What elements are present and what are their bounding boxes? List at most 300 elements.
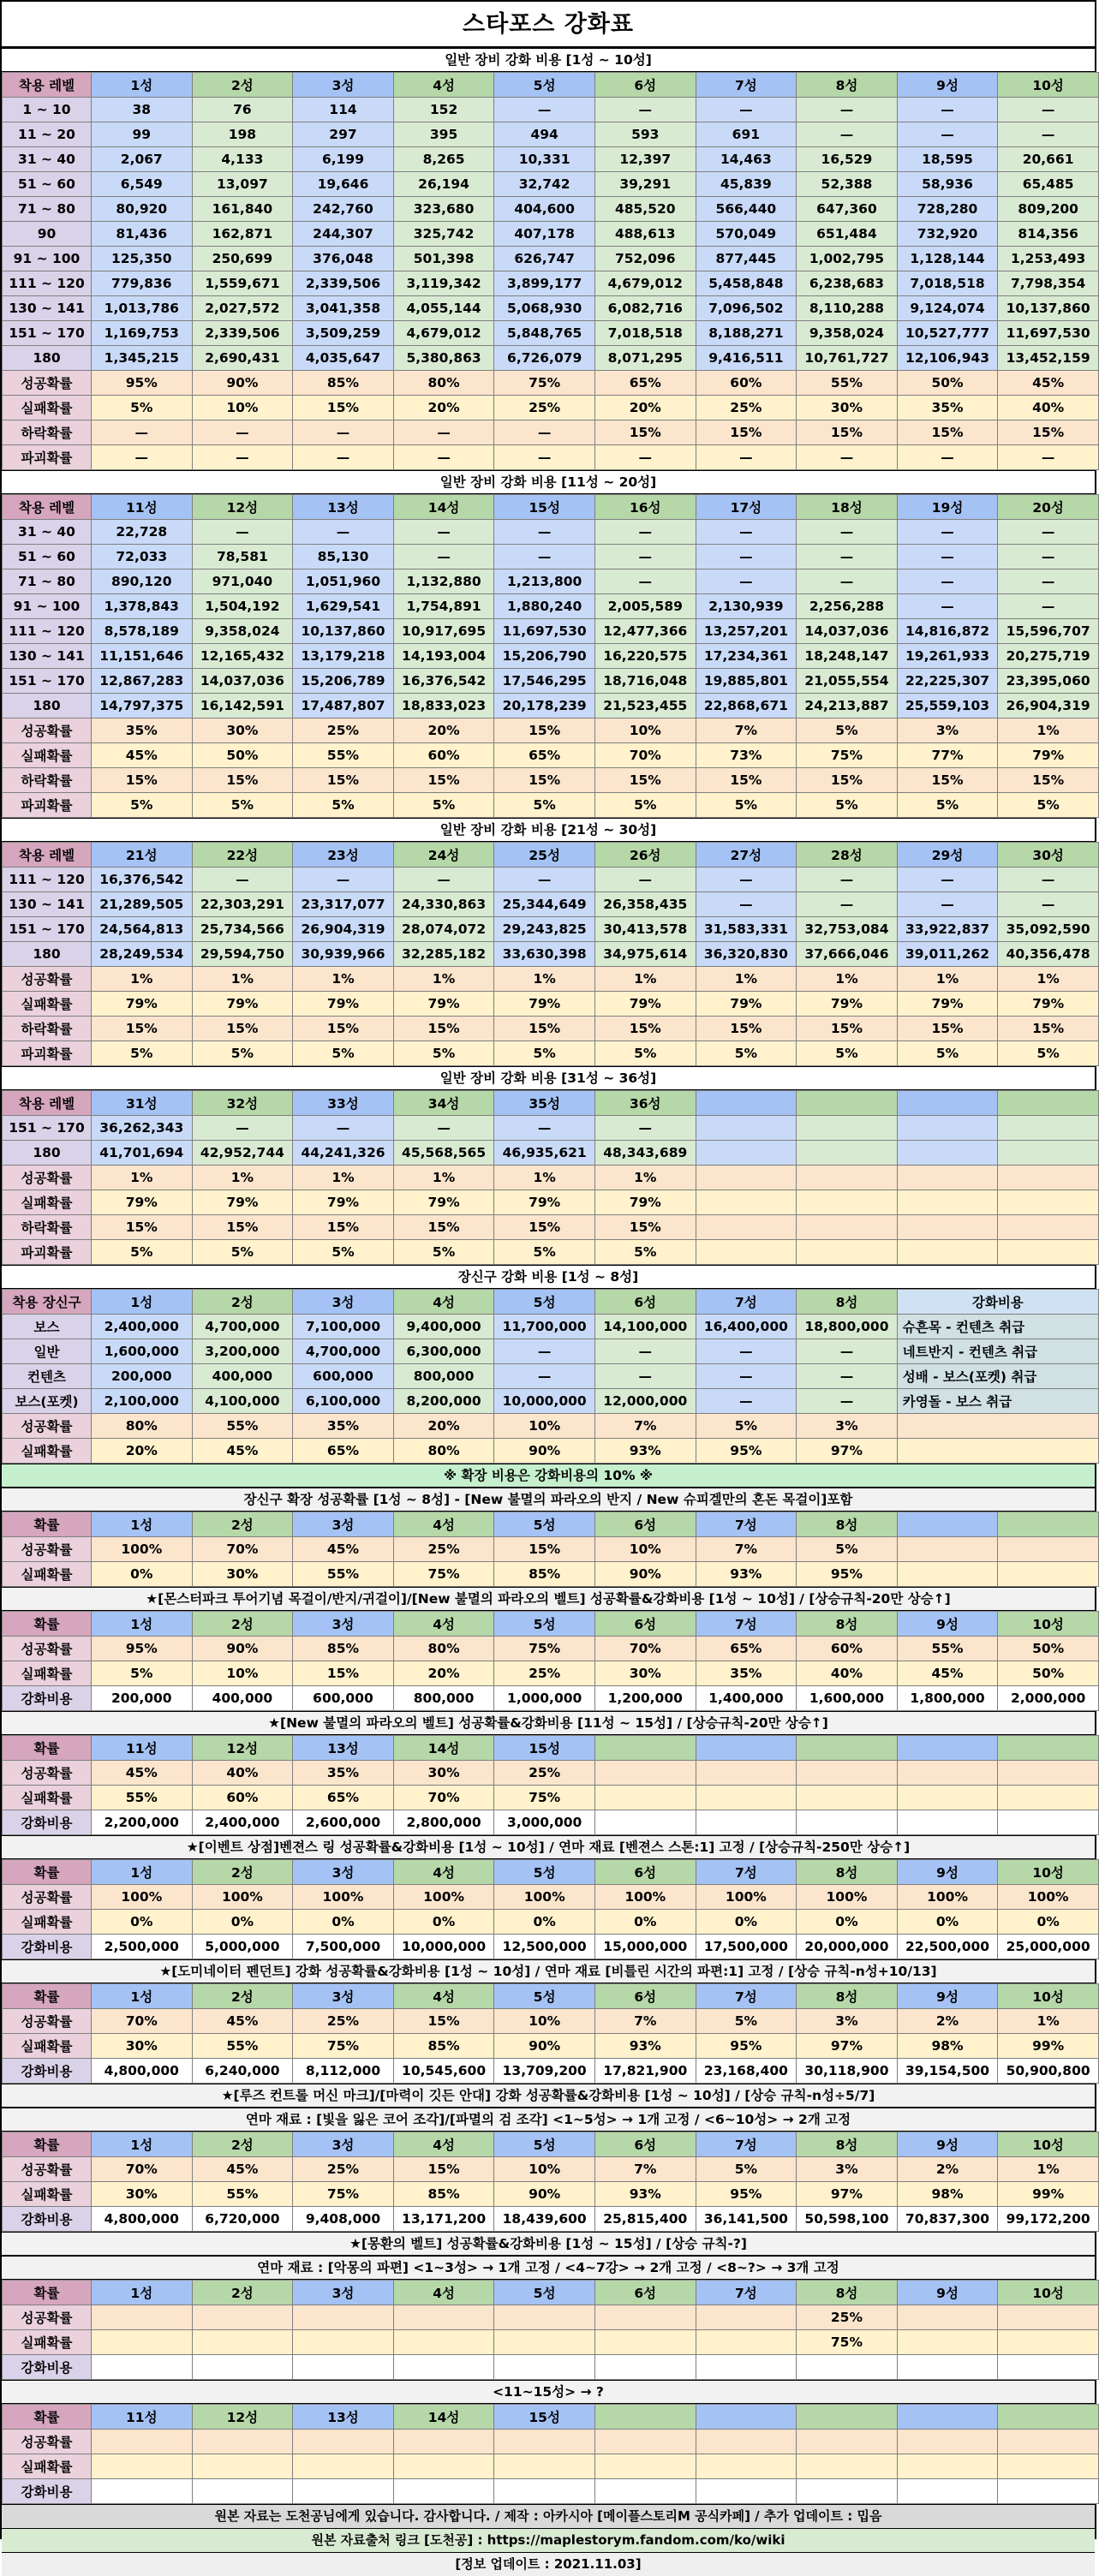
cost-row-label: 강화비용 — [3, 2059, 92, 2084]
dream-belt-table — [2, 2280, 1099, 2380]
fail-row-cell: 75% — [797, 2330, 898, 2355]
down-row-cell: — — [192, 420, 293, 445]
cost-row-cell: — — [998, 545, 1099, 569]
cost-row — [3, 172, 1099, 197]
success-row-cell — [92, 2430, 193, 2454]
destroy-row-cell — [897, 1240, 998, 1265]
header-row-cell: 12성 — [192, 495, 293, 520]
cost-row-cell: 16,529 — [797, 147, 898, 172]
destroy-row-cell: 5% — [696, 1041, 797, 1066]
down-row-cell: 15% — [494, 1215, 595, 1240]
cost-row-label: 51 ~ 60 — [3, 172, 92, 197]
header-row-cell — [897, 1512, 998, 1537]
header-row — [3, 73, 1099, 98]
cost-row-cell: 161,840 — [192, 197, 293, 222]
cost-row-cell: — — [998, 868, 1099, 892]
down-row-label: 하락확률 — [3, 768, 92, 793]
success-row — [3, 2009, 1099, 2034]
success-row-cell — [594, 2305, 696, 2330]
fail-row-cell: 95% — [696, 1439, 797, 1464]
fail-row-cell: 93% — [696, 1562, 797, 1587]
header-row-cell: 8성 — [797, 1512, 898, 1537]
success-row-cell: 7% — [594, 2157, 696, 2182]
fail-row — [3, 2034, 1099, 2059]
fail-row-cell — [998, 2330, 1099, 2355]
success-row-cell: 1% — [998, 719, 1099, 743]
cost-row-cell: 50,598,100 — [797, 2207, 898, 2232]
fail-row-cell — [998, 1190, 1099, 1215]
success-row-cell: 1% — [897, 967, 998, 992]
cost-row-cell: 41,701,694 — [92, 1141, 193, 1166]
success-row-cell: 65% — [696, 1637, 797, 1661]
fail-row-cell: 85% — [494, 1562, 595, 1587]
cost-row-cell: 28,074,072 — [393, 917, 494, 942]
cost-row-cell: 2,339,506 — [192, 321, 293, 346]
success-row-cell: 100% — [192, 1885, 293, 1910]
accessory-extension-title: 장신구 확장 성공확률 [1성 ~ 8성] - [New 불멸의 파라오의 반지 / New 슈피겔만의 혼돈 목걸이]포함 — [2, 1488, 1095, 1512]
fail-row-cell: 79% — [92, 992, 193, 1017]
success-row-cell: 2% — [897, 2009, 998, 2034]
header-row-cell — [897, 1091, 998, 1116]
success-row-cell: 75% — [494, 371, 595, 396]
cost-row-cell: 10,000,000 — [393, 1935, 494, 1959]
header-row-cell: 3성 — [293, 1860, 394, 1885]
header-row-cell: 35성 — [494, 1091, 595, 1116]
cost-row — [3, 1364, 1099, 1389]
cost-row-cell — [594, 2479, 696, 2504]
cost-row-cell: — — [797, 892, 898, 917]
fail-row-cell — [897, 1190, 998, 1215]
destroy-row-cell: 5% — [897, 793, 998, 818]
cost-row-cell: 10,917,695 — [393, 619, 494, 644]
cost-row-cell: 242,760 — [293, 197, 394, 222]
success-row-cell — [696, 2430, 797, 2454]
header-row-cell: 36성 — [594, 1091, 696, 1116]
destroy-row-cell: 5% — [293, 1041, 394, 1066]
success-row-cell: 60% — [696, 371, 797, 396]
cost-row-cell: 400,000 — [192, 1364, 293, 1389]
cost-row-cell: 8,188,271 — [696, 321, 797, 346]
cost-row-label: 180 — [3, 942, 92, 967]
cost-row-cell: 46,935,621 — [494, 1141, 595, 1166]
header-row-cell: 34성 — [393, 1091, 494, 1116]
fail-row — [3, 1190, 1099, 1215]
cost-row-cell: — — [998, 569, 1099, 594]
header-row-cell: 6성 — [594, 1512, 696, 1537]
fail-row-cell: 99% — [998, 2182, 1099, 2207]
cost-row-cell: 17,234,361 — [696, 644, 797, 669]
success-row-cell: 30% — [192, 719, 293, 743]
cost-row-cell: 814,356 — [998, 222, 1099, 247]
success-row-cell: 90% — [192, 1637, 293, 1661]
cost-row-cell: 494 — [494, 122, 595, 147]
cost-row-cell: 32,285,182 — [393, 942, 494, 967]
cost-row — [3, 2207, 1099, 2232]
cost-row-cell: 18,595 — [897, 147, 998, 172]
cost-row-cell: 2,339,506 — [293, 271, 394, 296]
cost-row-cell — [797, 1116, 898, 1141]
cost-row-cell: 50,900,800 — [998, 2059, 1099, 2084]
fail-row-label: 실패확률 — [3, 1661, 92, 1686]
fail-row-cell: 79% — [696, 992, 797, 1017]
fail-row-cell: 90% — [494, 1439, 595, 1464]
down-row-label: 하락확률 — [3, 1017, 92, 1041]
cost-row-cell: 11,697,530 — [494, 619, 595, 644]
content — [2, 48, 1095, 2504]
fail-row-cell: 20% — [393, 1661, 494, 1686]
header-row-cell: 6성 — [594, 2132, 696, 2157]
cost-row-cell: 4,035,647 — [293, 346, 394, 371]
header-row-cell — [594, 1736, 696, 1761]
cost-row-cell: 32,742 — [494, 172, 595, 197]
header-row-cell: 10성 — [998, 1860, 1099, 1885]
destroy-row-cell: 5% — [92, 1240, 193, 1265]
fail-row-label: 실패확률 — [3, 992, 92, 1017]
cost-row-cell: 15,206,790 — [494, 644, 595, 669]
success-row-cell — [393, 2430, 494, 2454]
cost-row-cell: 24,564,813 — [92, 917, 193, 942]
cost-row-cell: 1,754,891 — [393, 594, 494, 619]
header-row-cell: 21성 — [92, 843, 193, 868]
cost-row-cell: 30,939,966 — [293, 942, 394, 967]
success-row-cell: 15% — [393, 2157, 494, 2182]
header-row-cell: 5성 — [494, 1512, 595, 1537]
down-row-cell: 15% — [998, 420, 1099, 445]
fail-row-cell: 55% — [293, 1562, 394, 1587]
accessory-note: 성배 - 보스(포켓) 취급 — [897, 1364, 1098, 1389]
down-row-cell: — — [393, 420, 494, 445]
cost-row-label: 일반 — [3, 1339, 92, 1364]
cost-row-cell: 13,097 — [192, 172, 293, 197]
header-row-cell: 27성 — [696, 843, 797, 868]
cost-row-cell: 22,728 — [92, 520, 193, 545]
success-row-label: 성공확률 — [3, 1885, 92, 1910]
cost-row-cell: — — [897, 520, 998, 545]
cost-row-cell: 4,133 — [192, 147, 293, 172]
fail-row-cell: 79% — [998, 992, 1099, 1017]
fail-row-cell — [797, 1190, 898, 1215]
header-row — [3, 1512, 1099, 1537]
cost-row-cell: 14,037,036 — [192, 669, 293, 694]
success-row-cell: 55% — [192, 1414, 293, 1439]
accessory-extension-table — [2, 1512, 1099, 1587]
success-row-cell: 50% — [897, 371, 998, 396]
cost-row-cell: 5,000,000 — [192, 1935, 293, 1959]
header-row-cell — [594, 2405, 696, 2430]
fail-row-cell: 50% — [998, 1661, 1099, 1686]
cost-row-cell — [998, 1141, 1099, 1166]
header-row-cell: 4성 — [393, 73, 494, 98]
header-row-cell: 5성 — [494, 1860, 595, 1885]
success-row-cell: 55% — [897, 1637, 998, 1661]
success-row-cell — [897, 1761, 998, 1786]
cost-row-cell: 2,600,000 — [293, 1810, 394, 1835]
pharaoh-belt-table — [2, 1735, 1099, 1835]
success-row-cell — [797, 1761, 898, 1786]
cost-row-cell: 14,463 — [696, 147, 797, 172]
header-row-cell: 6성 — [594, 1984, 696, 2009]
cost-row-cell: 1,400,000 — [696, 1686, 797, 1711]
success-row-cell: 80% — [393, 371, 494, 396]
fail-row-cell: 0% — [192, 1910, 293, 1935]
cost-row-cell: 12,397 — [594, 147, 696, 172]
cost-row-cell: 1,132,880 — [393, 569, 494, 594]
fail-row-cell: 79% — [393, 1190, 494, 1215]
success-row-cell — [696, 1166, 797, 1190]
down-row-cell: 15% — [897, 420, 998, 445]
cost-row-cell: — — [696, 98, 797, 122]
success-row-cell: 1% — [92, 1166, 193, 1190]
success-row-cell — [797, 2430, 898, 2454]
header-row-cell: 1성 — [92, 1512, 193, 1537]
success-row-cell: 100% — [696, 1885, 797, 1910]
cost-row-cell: 2,027,572 — [192, 296, 293, 321]
cost-row-cell: 78,581 — [192, 545, 293, 569]
success-row-cell: 35% — [293, 1761, 394, 1786]
fail-row-label: 실패확률 — [3, 2034, 92, 2059]
cost-row-cell: 3,200,000 — [192, 1339, 293, 1364]
down-row-cell: 15% — [594, 768, 696, 793]
cost-row-cell: 20,000,000 — [797, 1935, 898, 1959]
cost-row-cell: 2,256,288 — [797, 594, 898, 619]
header-row-cell: 7성 — [696, 1512, 797, 1537]
cost-row-cell: 23,395,060 — [998, 669, 1099, 694]
success-row-cell: 65% — [594, 371, 696, 396]
empty-cell — [897, 1439, 1098, 1464]
success-row-cell: 7% — [696, 719, 797, 743]
header-row-cell: 26성 — [594, 843, 696, 868]
cost-row-cell: 15,206,789 — [293, 669, 394, 694]
cost-row-cell: 8,578,189 — [92, 619, 193, 644]
header-row — [3, 1736, 1099, 1761]
header-row-cell: 13성 — [293, 495, 394, 520]
fail-row-cell: 20% — [594, 396, 696, 420]
fail-row-cell: 45% — [192, 1439, 293, 1464]
header-row-cell: 2성 — [192, 1290, 293, 1315]
cost-row-label: 180 — [3, 1141, 92, 1166]
success-row-cell: 100% — [594, 1885, 696, 1910]
header-row-cell: 1성 — [92, 1290, 193, 1315]
success-row-cell: 100% — [897, 1885, 998, 1910]
down-row-cell: 15% — [393, 1017, 494, 1041]
success-row-cell: 1% — [998, 2009, 1099, 2034]
cost-row-cell: 21,289,505 — [92, 892, 193, 917]
cost-row-cell: — — [797, 868, 898, 892]
dream-belt-title: ★[몽환의 벨트] 성공확률&강화비용 [1성 ~ 15성] / [상승 규칙-?] — [2, 2232, 1095, 2256]
cost-row-cell — [797, 1141, 898, 1166]
success-row-cell: 25% — [293, 2009, 394, 2034]
success-row-label: 성공확률 — [3, 1537, 92, 1562]
cost-row-cell: 728,280 — [897, 197, 998, 222]
cost-row-cell: 647,360 — [797, 197, 898, 222]
cost-row-cell: 12,000,000 — [594, 1389, 696, 1414]
cost-row-cell: — — [897, 122, 998, 147]
down-row-cell: 15% — [92, 768, 193, 793]
header-row-cell: 6성 — [594, 2281, 696, 2305]
cost-row-cell: 4,700,000 — [293, 1339, 394, 1364]
cost-row-cell: 600,000 — [293, 1686, 394, 1711]
cost-row — [3, 271, 1099, 296]
cost-row-cell: 9,358,024 — [192, 619, 293, 644]
cost-row-cell: 5,380,863 — [393, 346, 494, 371]
fail-row — [3, 1661, 1099, 1686]
success-row-cell: 80% — [92, 1414, 193, 1439]
success-row-cell — [998, 1761, 1099, 1786]
cost-row-cell: 13,179,218 — [293, 644, 394, 669]
cost-row-cell: — — [797, 520, 898, 545]
header-row-cell: 10성 — [998, 2132, 1099, 2157]
cost-row-cell: 16,400,000 — [696, 1315, 797, 1339]
destroy-row-cell: 5% — [192, 1240, 293, 1265]
down-row-cell: 15% — [797, 1017, 898, 1041]
fail-row-cell: 15% — [293, 396, 394, 420]
header-row-cell: 10성 — [998, 1984, 1099, 2009]
cost-row-cell: — — [594, 1116, 696, 1141]
success-row-cell: 25% — [293, 719, 394, 743]
cost-row-cell: 1,629,541 — [293, 594, 394, 619]
cost-row-cell: 1,013,786 — [92, 296, 193, 321]
cost-row-cell: 400,000 — [192, 1686, 293, 1711]
fail-row-cell: 0% — [696, 1910, 797, 1935]
vengeance-ring-table — [2, 1859, 1099, 1959]
success-row-cell: 100% — [494, 1885, 595, 1910]
success-row-cell — [393, 2305, 494, 2330]
fail-row-cell: 30% — [192, 1562, 293, 1587]
success-row-label: 성공확률 — [3, 719, 92, 743]
fail-row-cell: 10% — [192, 1661, 293, 1686]
header-row-cell — [897, 2405, 998, 2430]
cost-row-cell: 25,734,566 — [192, 917, 293, 942]
destroy-row-cell: — — [797, 445, 898, 470]
cost-row-cell: 13,171,200 — [393, 2207, 494, 2232]
fail-row-cell: 79% — [797, 992, 898, 1017]
header-row-cell: 23성 — [293, 843, 394, 868]
success-row-cell: 100% — [92, 1537, 193, 1562]
cost-row — [3, 147, 1099, 172]
cost-row-cell: 1,504,192 — [192, 594, 293, 619]
cost-row-cell: 162,871 — [192, 222, 293, 247]
success-row-cell: 3% — [897, 719, 998, 743]
cost-row — [3, 2355, 1099, 2380]
cost-row-cell: 752,096 — [594, 247, 696, 271]
source-link[interactable]: 원본 자료출처 링크 [도천공] : https://maplestorym.fandom.com/ko/wiki — [2, 2528, 1095, 2552]
cost-row-cell: 24,330,863 — [393, 892, 494, 917]
header-row-cell: 12성 — [192, 2405, 293, 2430]
cost-row-cell: 12,500,000 — [494, 1935, 595, 1959]
fail-row-cell: 65% — [293, 1786, 394, 1810]
fail-row-cell: 0% — [92, 1562, 193, 1587]
success-row-cell — [897, 1537, 998, 1562]
cost-row-cell: 566,440 — [696, 197, 797, 222]
cost-row-cell: 8,112,000 — [293, 2059, 394, 2084]
destroy-row-label: 파괴확률 — [3, 1041, 92, 1066]
header-row-cell: 7성 — [696, 1860, 797, 1885]
cost-row — [3, 545, 1099, 569]
cost-row-cell: 21,055,554 — [797, 669, 898, 694]
fail-row-cell: 99% — [998, 2034, 1099, 2059]
header-row-cell: 14성 — [393, 1736, 494, 1761]
fail-row-cell: 70% — [393, 1786, 494, 1810]
cost-row-label: 71 ~ 80 — [3, 197, 92, 222]
cost-row-cell: 8,110,288 — [797, 296, 898, 321]
header-row-cell: 28성 — [797, 843, 898, 868]
cost-row-cell: 4,800,000 — [92, 2207, 193, 2232]
cost-row-cell: 18,833,023 — [393, 694, 494, 719]
cost-row-cell: 21,523,455 — [594, 694, 696, 719]
header-row-cell: 7성 — [696, 73, 797, 98]
destroy-row-cell: — — [192, 445, 293, 470]
down-row-cell: 15% — [293, 768, 394, 793]
cost-row-cell: 3,899,177 — [494, 271, 595, 296]
success-row-label: 성공확률 — [3, 2157, 92, 2182]
down-row-cell: 15% — [393, 1215, 494, 1240]
cost-row-cell — [897, 2355, 998, 2380]
fail-row-cell: 79% — [293, 1190, 394, 1215]
cost-row-label: 31 ~ 40 — [3, 147, 92, 172]
success-row-cell — [494, 2430, 595, 2454]
destroy-row-cell: 5% — [998, 1041, 1099, 1066]
cost-row-cell: 7,096,502 — [696, 296, 797, 321]
cost-row-cell: 20,178,239 — [494, 694, 595, 719]
success-row-label: 성공확률 — [3, 371, 92, 396]
header-row-cell: 33성 — [293, 1091, 394, 1116]
cost-row-label: 강화비용 — [3, 1935, 92, 1959]
cost-row-cell: 200,000 — [92, 1686, 193, 1711]
cost-row-cell: 488,613 — [594, 222, 696, 247]
down-row-cell: — — [92, 420, 193, 445]
down-row-cell — [998, 1215, 1099, 1240]
header-row — [3, 1984, 1099, 2009]
cost-row-cell: 19,646 — [293, 172, 394, 197]
cost-row-cell: 13,257,201 — [696, 619, 797, 644]
success-row-cell: 5% — [797, 1537, 898, 1562]
success-row-cell: 5% — [696, 2009, 797, 2034]
header-row-label: 착용 레벨 — [3, 73, 92, 98]
fail-row-cell — [92, 2454, 193, 2479]
header-row-cell: 4성 — [393, 2281, 494, 2305]
cost-row-cell — [594, 2355, 696, 2380]
cost-row-cell: 2,100,000 — [92, 1389, 193, 1414]
header-row-cell: 8성 — [797, 2132, 898, 2157]
cost-row-cell: 800,000 — [393, 1686, 494, 1711]
cost-row-cell: 18,800,000 — [797, 1315, 898, 1339]
down-row-cell: 15% — [696, 768, 797, 793]
down-row-cell: 15% — [998, 768, 1099, 793]
header-row-cell: 2성 — [192, 1512, 293, 1537]
header-row-cell — [998, 2405, 1099, 2430]
fail-row-cell — [293, 2454, 394, 2479]
destroy-row-label: 파괴확률 — [3, 793, 92, 818]
cost-row-cell: — — [797, 569, 898, 594]
destroy-row — [3, 793, 1099, 818]
success-row-cell: 7% — [594, 2009, 696, 2034]
cost-row-cell: 13,709,200 — [494, 2059, 595, 2084]
cost-row-cell: 6,300,000 — [393, 1339, 494, 1364]
destroy-row — [3, 445, 1099, 470]
success-row-cell: 40% — [192, 1761, 293, 1786]
destroy-row-cell: — — [998, 445, 1099, 470]
header-row-cell: 3성 — [293, 2132, 394, 2157]
fail-row-cell — [998, 2454, 1099, 2479]
fail-row-label: 실패확률 — [3, 743, 92, 768]
cost-row-cell: 17,546,295 — [494, 669, 595, 694]
fail-row-cell: 0% — [92, 1910, 193, 1935]
header-row-cell: 8성 — [797, 1984, 898, 2009]
loose-control-mark-subtitle: 연마 재료 : [빛을 잃은 코어 조각]/[파멸의 검 조각] <1~5성> → 1개 고정 / <6~10성> → 2개 고정 — [2, 2108, 1095, 2132]
header-row-cell: 10성 — [998, 1612, 1099, 1637]
dominator-pendant-title: ★[도미네이터 펜던트] 강화 성공확률&강화비용 [1성 ~ 10성] / 연마 재료 [비틀린 시간의 파편:1] 고정 / [상승 규칙-n성+10/13] — [2, 1959, 1095, 1983]
header-row-cell — [797, 1736, 898, 1761]
